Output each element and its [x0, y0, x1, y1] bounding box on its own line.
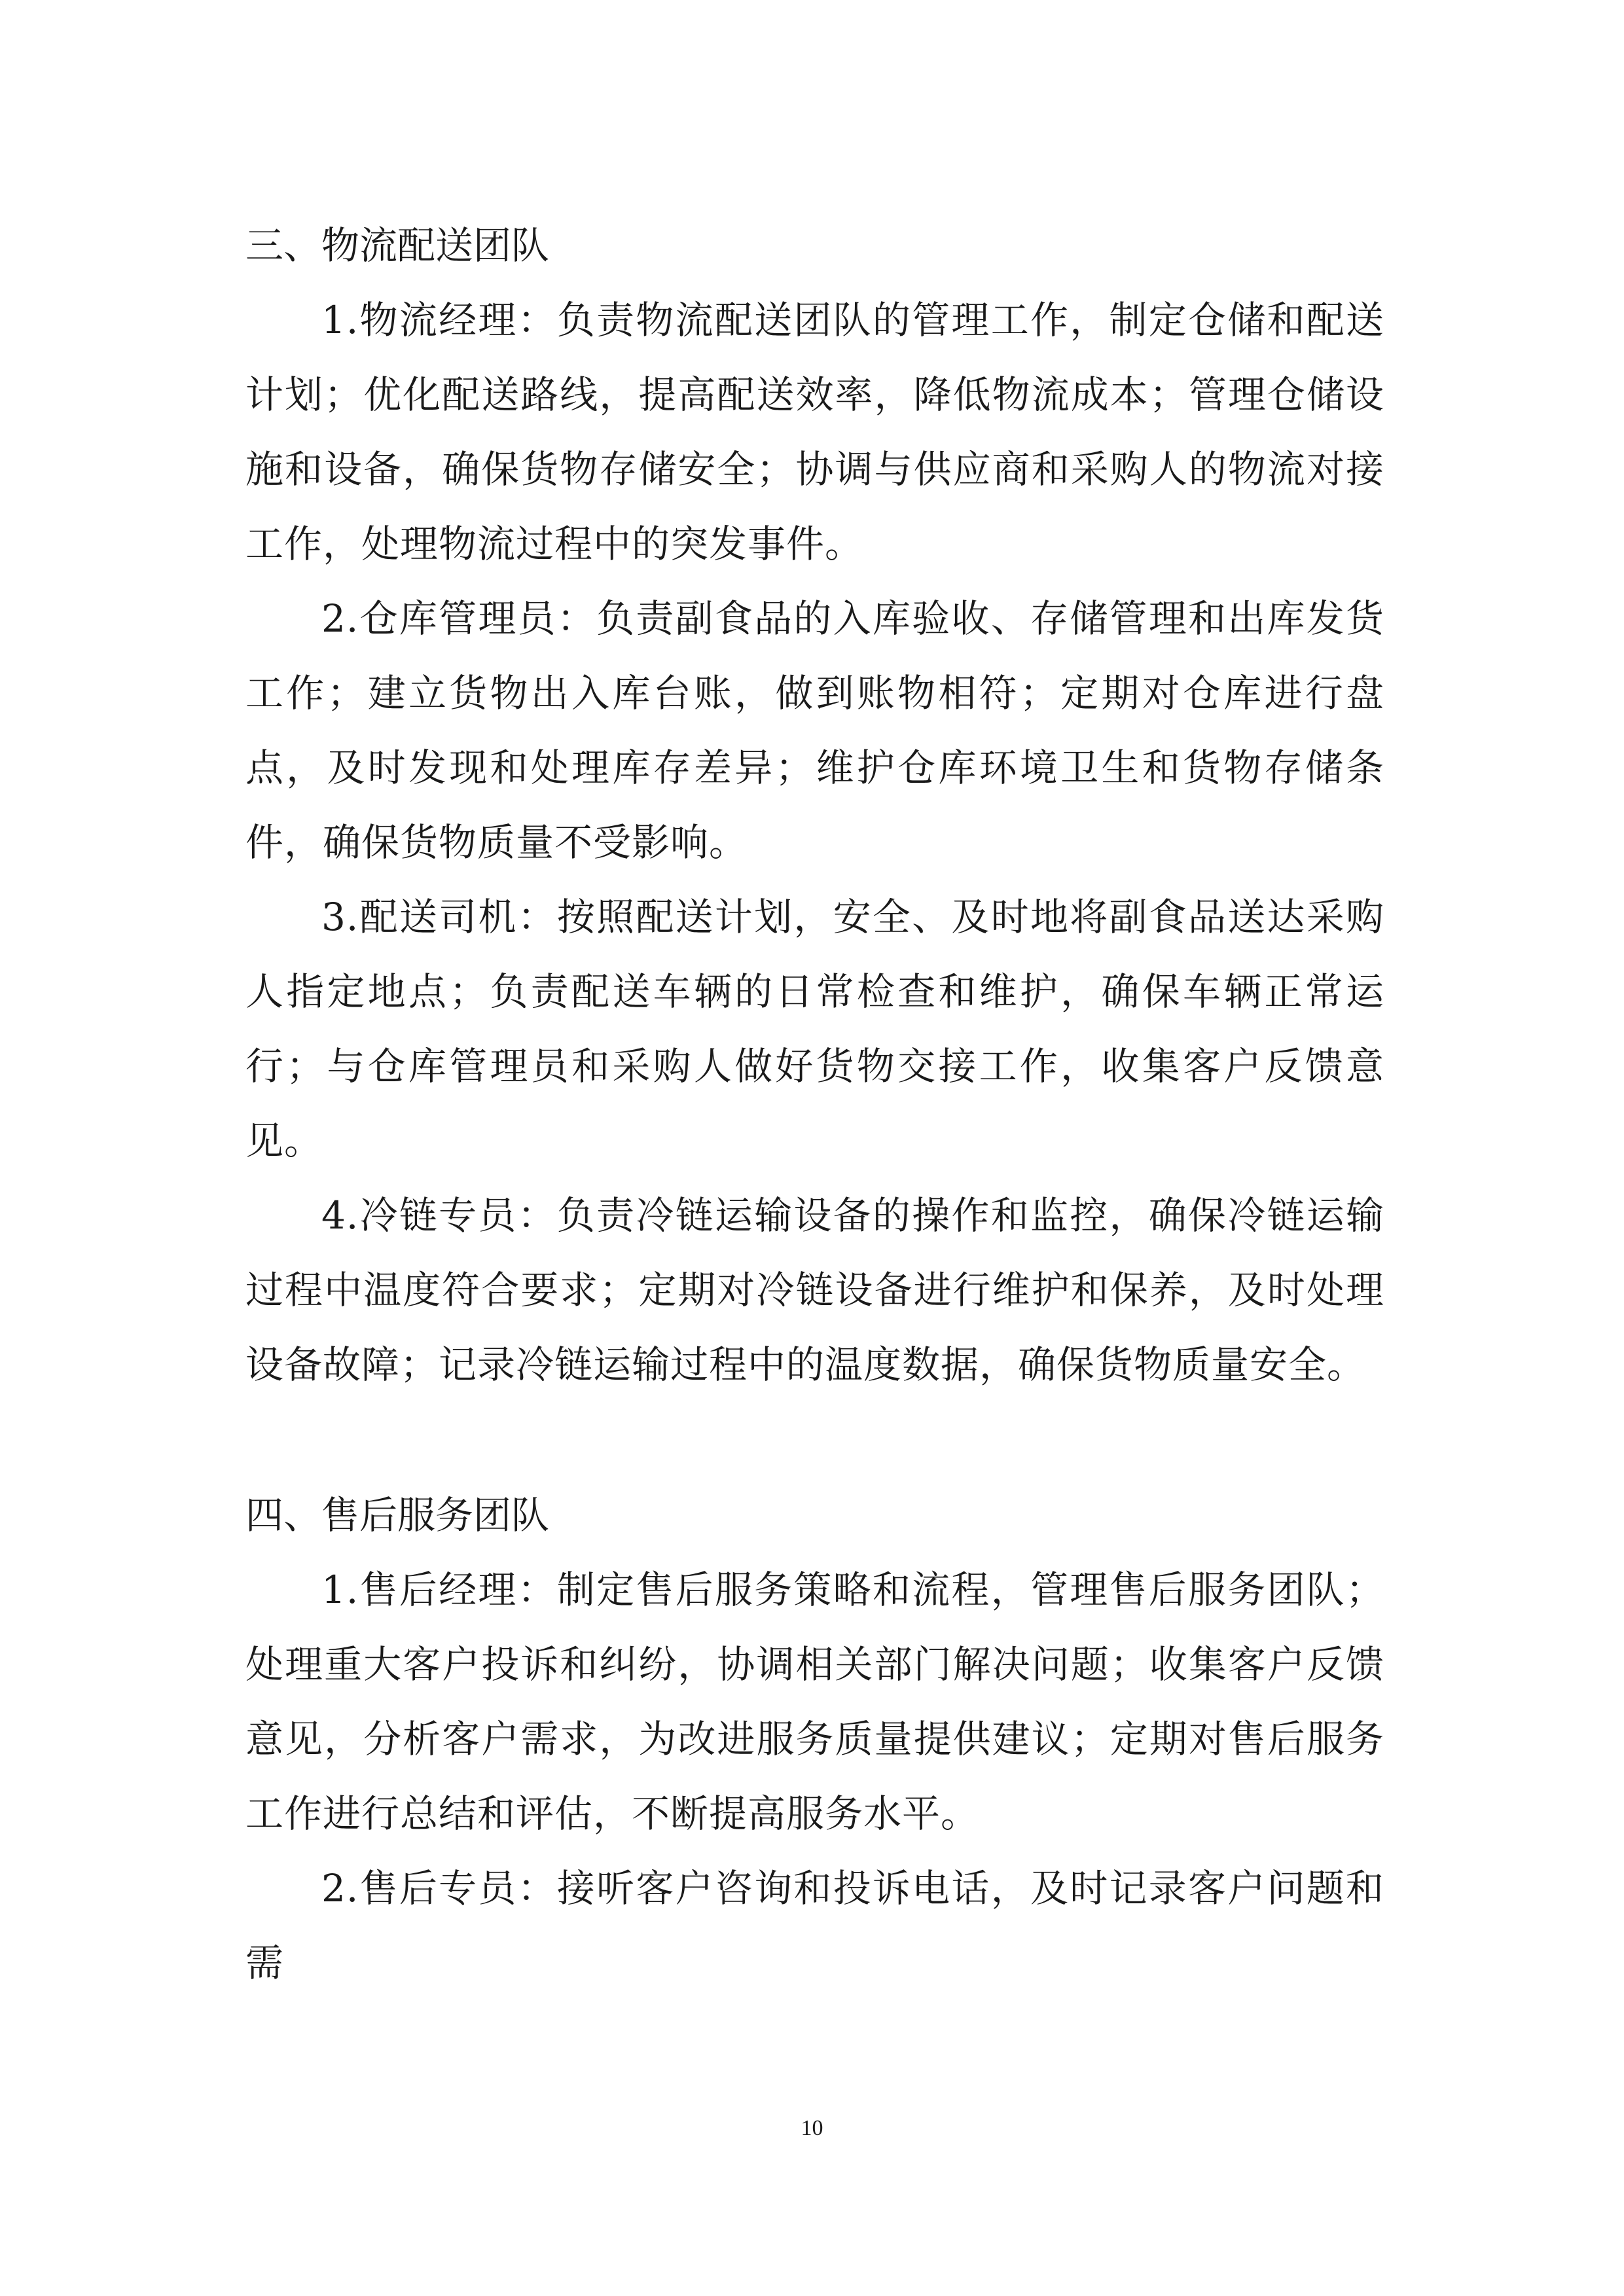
paragraph-delivery-driver: 3.配送司机：按照配送计划，安全、及时地将副食品送达采购人指定地点；负责配送车辆的日常检查和维护，确保车辆正常运行；与仓库管理员和采购人做好货物交接工作，收集客户反馈意见。 — [245, 895, 1384, 1163]
paragraph-cold-chain-specialist: 4.冷链专员：负责冷链运输设备的操作和监控，确保冷链运输过程中温度符合要求；定期对冷链设备进行维护和保养，及时处理设备故障；记录冷链运输过程中的温度数据，确保货物质量安全。 — [245, 1193, 1384, 1387]
section-heading-after-sales: 四、售后服务团队 — [245, 1493, 550, 1537]
page-number: 10 — [801, 2116, 823, 2140]
paragraph-logistics-manager: 1.物流经理：负责物流配送团队的管理工作，制定仓储和配送计划；优化配送路线，提高配送效率，降低物流成本；管理仓储设施和设备，确保货物存储安全；协调与供应商和采购人的物流对接工作，处理物流过程中的突发事件。 — [245, 298, 1384, 566]
section-heading-logistics: 三、物流配送团队 — [245, 223, 550, 268]
section-spacer — [245, 1402, 1384, 1478]
paragraph-after-sales-manager: 1.售后经理：制定售后服务策略和流程，管理售后服务团队；处理重大客户投诉和纠纷，协调相关部门解决问题；收集客户反馈意见，分析客户需求，为改进服务质量提供建议；定期对售后服务工作进行总结和评估，不断提高服务水平。 — [245, 1568, 1384, 1836]
page-body — [245, 208, 1384, 2000]
paragraph-warehouse-manager: 2.仓库管理员：负责副食品的入库验收、存储管理和出库发货工作；建立货物出入库台账，做到账物相符；定期对仓库进行盘点，及时发现和处理库存差异；维护仓库环境卫生和货物存储条件，确保货物质量不受影响。 — [245, 596, 1384, 865]
paragraph-after-sales-specialist: 2.售后专员：接听客户咨询和投诉电话，及时记录客户问题和需 — [245, 1866, 1384, 1985]
